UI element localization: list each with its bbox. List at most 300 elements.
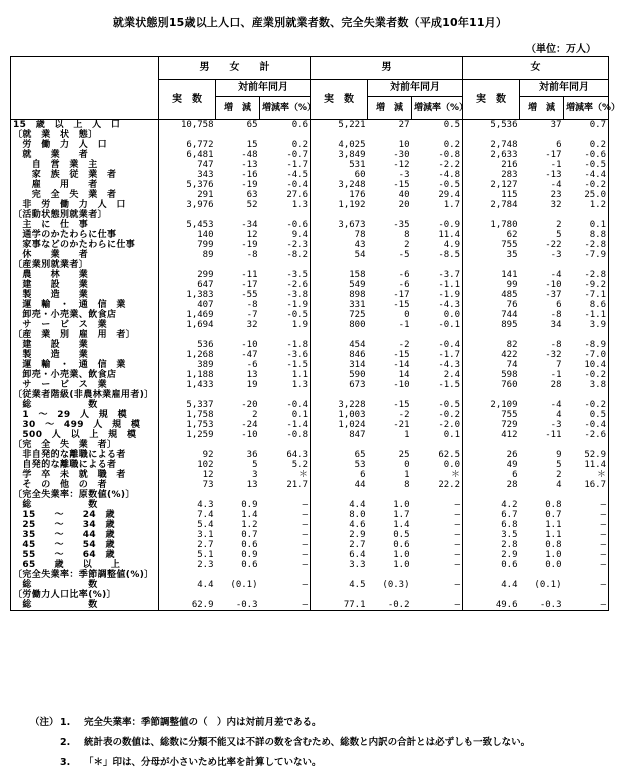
cell-total-change: -24: [241, 420, 258, 430]
row-label: 15 歳 以 上 人 口: [11, 120, 159, 131]
cell-female-value: 76: [463, 300, 520, 310]
table-row: [11, 570, 609, 580]
cell-female-change: -22: [545, 240, 562, 250]
cell-female-rate: 0.7: [564, 120, 609, 131]
cell-total-change: 13: [246, 370, 258, 380]
cell-female-value: 5,536: [463, 120, 520, 131]
header-group-male: 男: [311, 57, 463, 80]
cell-male-change: -35: [393, 220, 410, 230]
table-row: [11, 430, 609, 440]
row-label: 〔労働力人口比率(%)〕: [11, 590, 159, 600]
cell-male-rate: [412, 130, 463, 140]
row-label: 主 に 仕 事: [11, 220, 159, 230]
table-row: [11, 350, 609, 360]
cell-total-value: [159, 390, 216, 400]
row-label: 非 労 働 力 人 口: [11, 200, 159, 210]
cell-total-value: 5,337: [186, 400, 214, 410]
cell-male-change: -6: [398, 280, 410, 290]
cell-male-change: -0.2: [368, 600, 412, 611]
cell-female-value: 422: [463, 350, 520, 360]
cell-total-value: 12: [202, 470, 214, 480]
cell-female-rate: -2.8: [564, 270, 609, 280]
cell-female-change: [520, 330, 564, 340]
cell-female-value: 4.4: [463, 580, 520, 590]
cell-total-change: -13: [241, 160, 258, 170]
cell-female-change: [520, 490, 564, 500]
cell-male-rate: 62.5: [438, 450, 460, 460]
row-label: 運 輸 ・ 通 信 業: [11, 300, 159, 310]
cell-female-change: 1.1: [545, 520, 562, 530]
row-label: 卸売・小売業、飲食店: [11, 310, 159, 320]
cell-male-value: 6: [311, 470, 368, 480]
note-text: 統計表の数値は、総数に分類不能又は不詳の数を含むため、総数と内訳の合計とは必ずしも一致しない。: [84, 737, 531, 748]
cell-female-change: [520, 260, 564, 270]
cell-female-rate: -1.1: [564, 310, 609, 320]
cell-total-rate: -1.4: [286, 420, 308, 430]
cell-male-change: 8: [404, 480, 410, 490]
cell-total-rate: 0.1: [291, 410, 308, 420]
table-row: [11, 250, 609, 260]
cell-female-value: 82: [463, 340, 520, 350]
row-label: 1 ～ 29 人 規 模: [11, 410, 159, 420]
table-row: [11, 360, 609, 370]
cell-male-value: [311, 590, 368, 600]
table-row: [11, 230, 609, 240]
cell-female-rate: —: [564, 600, 609, 611]
row-label: 自 営 業 主: [11, 160, 159, 170]
cell-male-change: 14: [398, 370, 410, 380]
row-label: 完 全 失 業 者: [11, 190, 159, 200]
cell-female-change: 2: [556, 220, 562, 230]
table-header: [11, 57, 620, 120]
cell-female-change: [520, 590, 564, 600]
cell-female-rate: -8.9: [564, 340, 609, 350]
cell-total-value: 647: [197, 280, 214, 290]
statistics-table: [10, 56, 620, 611]
cell-female-rate: -0.4: [564, 420, 609, 430]
cell-total-value: 4.4: [197, 580, 214, 590]
cell-total-value: 1,188: [186, 370, 214, 380]
cell-female-rate: 8.6: [564, 300, 609, 310]
cell-total-rate: -2.3: [286, 240, 308, 250]
row-label: 家 族 従 業 者: [11, 170, 159, 180]
cell-male-change: [368, 260, 412, 270]
cell-male-rate: -1.1: [438, 280, 460, 290]
cell-female-rate: 3.9: [564, 320, 609, 330]
cell-male-change: 1.7: [393, 510, 410, 520]
cell-total-value: 5,376: [186, 180, 214, 190]
cell-total-change: -34: [241, 220, 258, 230]
header-label-corner: [11, 57, 159, 120]
cell-female-value: 62: [463, 230, 520, 240]
cell-total-change: (0.1): [230, 580, 258, 590]
cell-female-rate: -0.2: [564, 400, 609, 410]
cell-female-rate: —: [564, 550, 609, 560]
cell-total-change: -8: [246, 250, 258, 260]
cell-female-value: 2,127: [463, 180, 520, 190]
cell-female-change: 0.8: [545, 500, 562, 510]
page-title: 就業状態別15歳以上人口、産業別就業者数、完全失業者数（平成10年11月）: [112, 16, 508, 29]
table-row: [11, 560, 609, 570]
cell-female-rate: -7.0: [564, 350, 609, 360]
cell-female-rate: [564, 260, 609, 270]
cell-total-value: 536: [197, 340, 214, 350]
cell-female-rate: [564, 490, 609, 500]
table-row: [11, 410, 609, 420]
table-row: [11, 280, 609, 290]
header-rate-male: 増減率（%）: [412, 97, 463, 120]
table-row: [11, 420, 609, 430]
cell-male-value: 898: [311, 290, 368, 300]
cell-male-change: 20: [398, 200, 410, 210]
cell-female-rate: 25.0: [564, 190, 609, 200]
cell-total-value: 7.4: [197, 510, 214, 520]
cell-total-rate: 9.4: [291, 230, 308, 240]
cell-male-rate: 22.2: [438, 480, 460, 490]
cell-total-rate: [260, 330, 311, 340]
cell-male-value: 4.5: [311, 580, 368, 590]
cell-male-value: 847: [311, 430, 368, 440]
cell-female-value: 2,784: [463, 200, 520, 210]
cell-male-rate: —: [454, 520, 460, 530]
row-label: そ の 他 の 者: [11, 480, 159, 490]
cell-total-change: 0.7: [241, 530, 258, 540]
cell-female-change: 32: [550, 200, 562, 210]
header-change-male: 増 減: [368, 97, 412, 120]
cell-female-change: 9: [556, 450, 562, 460]
cell-female-change: 34: [550, 320, 562, 330]
cell-total-rate: -0.4: [286, 400, 308, 410]
cell-total-rate: 1.9: [291, 320, 308, 330]
table-row: [11, 300, 609, 310]
cell-total-rate: -3.6: [286, 350, 308, 360]
cell-total-rate: 64.3: [286, 450, 308, 460]
row-label: 就 業 者: [11, 150, 159, 160]
cell-male-change: -2: [398, 410, 410, 420]
cell-total-value: [159, 330, 216, 340]
cell-male-value: 4.6: [311, 520, 368, 530]
cell-total-change: -55: [241, 290, 258, 300]
cell-female-value: 2.8: [463, 540, 520, 550]
cell-male-value: 2.7: [311, 540, 368, 550]
note-text: 「＊」印は、分母が小さいため比率を計算していない。: [84, 757, 322, 768]
cell-total-change: 0.6: [241, 540, 258, 550]
table-body: [11, 120, 609, 611]
header-change-total: 増 減: [216, 97, 260, 120]
cell-male-value: [311, 390, 368, 400]
cell-male-change: 40: [398, 190, 410, 200]
cell-male-value: [311, 330, 368, 340]
cell-male-change: 1: [404, 470, 410, 480]
cell-female-change: -4: [550, 270, 562, 280]
cell-total-value: 62.9: [159, 600, 216, 611]
row-label: サ ー ビ ス 業: [11, 320, 159, 330]
cell-male-value: 1,192: [311, 200, 368, 210]
table-row: [11, 400, 609, 410]
cell-total-change: -19: [241, 180, 258, 190]
header-group-female: 女: [463, 57, 609, 80]
cell-male-rate: -4.3: [438, 300, 460, 310]
table-row: [11, 220, 609, 230]
cell-female-change: 28: [550, 380, 562, 390]
row-label: 〔産業別就業者〕: [11, 260, 159, 270]
cell-male-rate: 0.0: [443, 310, 460, 320]
cell-male-change: 10: [398, 140, 410, 150]
cell-total-rate: -1.9: [286, 300, 308, 310]
cell-total-value: 5.4: [197, 520, 214, 530]
cell-male-rate: -0.5: [438, 400, 460, 410]
cell-female-rate: [564, 130, 609, 140]
cell-female-change: -3: [550, 250, 562, 260]
cell-female-change: -4: [550, 400, 562, 410]
cell-total-rate: [260, 130, 311, 140]
cell-female-change: -1: [550, 370, 562, 380]
table-row: [11, 500, 609, 510]
cell-total-change: -47: [241, 350, 258, 360]
cell-female-value: 49.6: [463, 600, 520, 611]
cell-total-change: [216, 590, 260, 600]
cell-female-rate: [564, 570, 609, 580]
table-row: [11, 150, 609, 160]
cell-male-change: -3: [398, 170, 410, 180]
cell-total-change: -10: [241, 430, 258, 440]
cell-female-change: 37: [550, 120, 562, 130]
cell-total-rate: -3.8: [286, 290, 308, 300]
row-label: 労 働 力 人 口: [11, 140, 159, 150]
cell-female-value: [463, 590, 520, 600]
cell-female-change: -4: [550, 180, 562, 190]
cell-female-change: 2: [556, 470, 562, 480]
note-key: （注）: [30, 717, 59, 728]
cell-total-change: [216, 210, 260, 220]
table-row: [11, 540, 609, 550]
row-label: 農 林 業: [11, 270, 159, 280]
cell-male-change: -15: [393, 180, 410, 190]
cell-male-change: 1.0: [393, 500, 410, 510]
cell-female-rate: 10.4: [564, 360, 609, 370]
note-item: [30, 713, 610, 733]
cell-total-change: 13: [246, 480, 258, 490]
cell-male-change: -12: [393, 160, 410, 170]
table-row: [11, 480, 609, 490]
cell-female-change: 6: [556, 300, 562, 310]
cell-total-value: 6,772: [186, 140, 214, 150]
cell-male-value: 454: [311, 340, 368, 350]
cell-male-rate: -1.5: [438, 380, 460, 390]
cell-total-value: 299: [197, 270, 214, 280]
cell-total-change: 32: [246, 320, 258, 330]
table-row: [11, 320, 609, 330]
cell-female-value: 2.9: [463, 550, 520, 560]
table-row: [11, 530, 609, 540]
cell-male-change: [368, 130, 412, 140]
cell-female-rate: 16.7: [564, 480, 609, 490]
cell-total-value: 10,758: [180, 120, 214, 130]
header-group-total: 男 女 計: [159, 57, 311, 80]
cell-total-change: 52: [246, 200, 258, 210]
cell-total-change: [216, 390, 260, 400]
cell-total-value: [159, 130, 216, 140]
cell-male-value: 1,003: [311, 410, 368, 420]
row-label: 卸売・小売業、飲食店: [11, 370, 159, 380]
table-row: [11, 440, 609, 450]
cell-male-rate: -2.0: [438, 420, 460, 430]
cell-male-change: 8: [404, 230, 410, 240]
cell-female-value: 35: [463, 250, 520, 260]
cell-male-rate: —: [454, 510, 460, 520]
cell-total-value: 1,383: [186, 290, 214, 300]
header-change-female: 増 減: [520, 97, 564, 120]
cell-female-rate: —: [564, 560, 609, 570]
cell-total-change: 65: [246, 120, 258, 130]
cell-female-change: 6: [556, 140, 562, 150]
cell-female-change: -13: [545, 170, 562, 180]
header-jisu-female: 実 数: [463, 80, 520, 120]
cell-total-change: 2: [252, 410, 258, 420]
cell-female-value: [463, 330, 520, 340]
cell-total-value: 89: [202, 250, 214, 260]
cell-male-rate: -0.9: [438, 220, 460, 230]
cell-male-change: 0: [404, 460, 410, 470]
cell-female-rate: 11.4: [564, 460, 609, 470]
cell-male-rate: -4.3: [438, 360, 460, 370]
cell-male-change: -15: [393, 400, 410, 410]
cell-total-value: 799: [197, 240, 214, 250]
cell-male-change: -6: [398, 270, 410, 280]
cell-female-value: [463, 390, 520, 400]
row-label: 雇 用 者: [11, 180, 159, 190]
cell-female-value: 6.8: [463, 520, 520, 530]
cell-male-value: 725: [311, 310, 368, 320]
table-row: [11, 450, 609, 460]
cell-male-value: 78: [311, 230, 368, 240]
cell-total-change: 0.6: [241, 560, 258, 570]
row-label: 〔産 業 別 雇 用 者〕: [11, 330, 159, 340]
cell-male-rate: [412, 570, 463, 580]
table-row: [11, 160, 609, 170]
table-row: [11, 240, 609, 250]
row-label: 〔完 全 失 業 者〕: [11, 440, 159, 450]
cell-total-change: 12: [246, 230, 258, 240]
cell-female-change: -17: [545, 150, 562, 160]
cell-female-rate: -4.4: [564, 170, 609, 180]
cell-male-value: 1,024: [311, 420, 368, 430]
cell-total-rate: [260, 590, 311, 600]
table-row: [11, 200, 609, 210]
cell-total-change: 1.2: [241, 520, 258, 530]
cell-male-value: 2.9: [311, 530, 368, 540]
cell-total-value: 140: [197, 230, 214, 240]
cell-total-rate: —: [302, 560, 308, 570]
cell-total-rate: -1.7: [286, 160, 308, 170]
cell-female-change: 0.8: [545, 540, 562, 550]
cell-total-rate: -0.4: [286, 180, 308, 190]
cell-male-value: 176: [311, 190, 368, 200]
cell-total-rate: —: [302, 550, 308, 560]
cell-total-rate: -2.6: [286, 280, 308, 290]
cell-male-rate: -0.1: [438, 320, 460, 330]
cell-female-change: 23: [550, 190, 562, 200]
cell-female-rate: 0.1: [564, 220, 609, 230]
cell-male-rate: 11.4: [438, 230, 460, 240]
cell-male-rate: -0.2: [438, 410, 460, 420]
cell-total-value: 1,758: [186, 410, 214, 420]
cell-male-change: [368, 490, 412, 500]
cell-female-rate: ＊: [564, 470, 609, 480]
cell-total-rate: -0.7: [286, 150, 308, 160]
cell-female-rate: —: [564, 580, 609, 590]
cell-male-rate: -0.8: [438, 150, 460, 160]
row-label: 〔完全失業率：季節調整値(%)〕: [11, 570, 159, 580]
cell-total-value: 1,469: [186, 310, 214, 320]
cell-female-rate: —: [564, 500, 609, 510]
cell-total-rate: [260, 440, 311, 450]
cell-female-change: -0.3: [520, 600, 564, 611]
cell-total-change: 3: [252, 470, 258, 480]
header-rate-total: 増減率（%）: [260, 97, 311, 120]
cell-female-value: 3.5: [463, 530, 520, 540]
table-row: [11, 550, 609, 560]
cell-male-value: 54: [311, 250, 368, 260]
cell-male-value: 77.1: [311, 600, 368, 611]
table-row: [11, 340, 609, 350]
cell-male-value: [311, 210, 368, 220]
cell-total-change: -48: [241, 150, 258, 160]
cell-total-change: -10: [241, 340, 258, 350]
cell-total-change: [216, 440, 260, 450]
cell-male-rate: [412, 440, 463, 450]
header-prev-female: 対前年同月: [520, 80, 609, 97]
cell-total-value: 389: [197, 360, 214, 370]
cell-male-rate: 1.7: [443, 200, 460, 210]
cell-female-change: 1.1: [545, 530, 562, 540]
cell-total-rate: [260, 260, 311, 270]
cell-total-value: [159, 590, 216, 600]
cell-female-value: [463, 130, 520, 140]
cell-total-change: 0.9: [241, 550, 258, 560]
cell-female-value: 49: [463, 460, 520, 470]
cell-female-rate: 52.9: [564, 450, 609, 460]
cell-total-rate: -4.5: [286, 170, 308, 180]
cell-total-change: -19: [241, 240, 258, 250]
cell-female-change: 5: [556, 460, 562, 470]
cell-female-rate: [564, 330, 609, 340]
cell-female-value: 1,780: [463, 220, 520, 230]
table-row: [11, 390, 609, 400]
cell-total-change: -16: [241, 170, 258, 180]
cell-female-change: -8: [550, 340, 562, 350]
note-number: 1.: [60, 717, 71, 728]
cell-male-value: 3.3: [311, 560, 368, 570]
row-label: 65 歳 以 上: [11, 560, 159, 570]
row-label: サ ー ビ ス 業: [11, 380, 159, 390]
cell-total-rate: -1.8: [286, 340, 308, 350]
cell-total-value: 407: [197, 300, 214, 310]
cell-male-change: -17: [393, 290, 410, 300]
cell-female-rate: [564, 210, 609, 220]
note-key: [30, 753, 60, 773]
cell-total-value: 6,481: [186, 150, 214, 160]
cell-male-change: -15: [393, 350, 410, 360]
cell-female-rate: -0.2: [564, 370, 609, 380]
cell-total-value: 1,259: [186, 430, 214, 440]
row-label: 55 ～ 64 歳: [11, 550, 159, 560]
header-prev-male: 対前年同月: [368, 80, 463, 97]
cell-total-change: -0.3: [216, 600, 260, 611]
cell-total-value: 1,694: [186, 320, 214, 330]
cell-total-rate: ＊: [298, 470, 308, 480]
cell-total-value: 102: [197, 460, 214, 470]
